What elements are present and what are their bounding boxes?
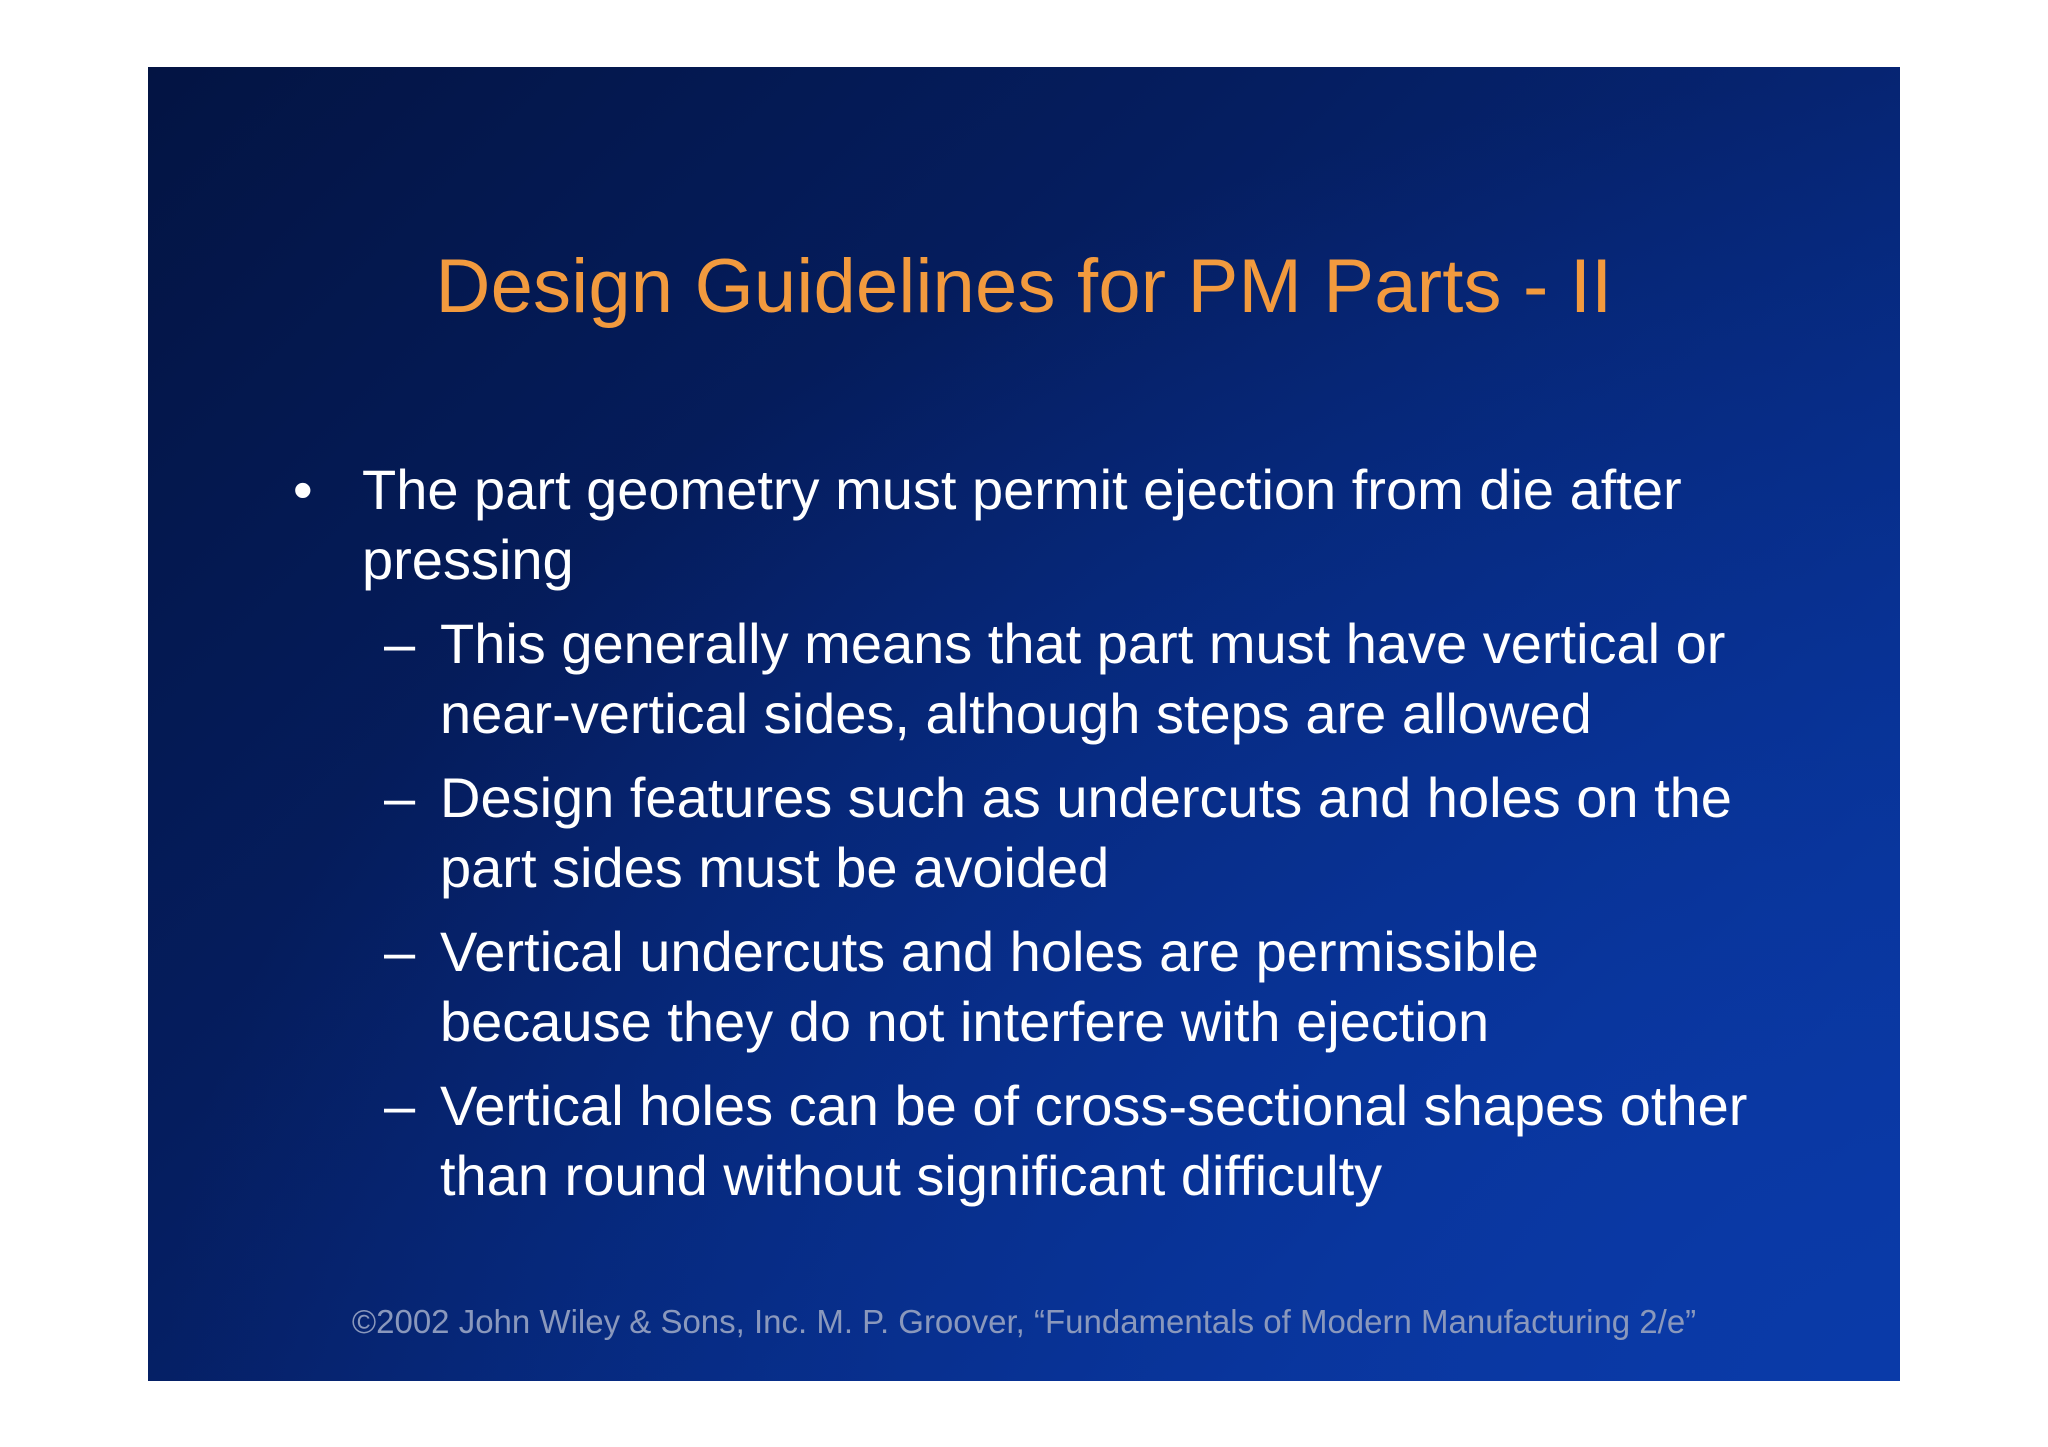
sub-bullet-text: Design features such as undercuts and holes on the part sides must be avoided	[440, 766, 1732, 899]
sub-bullet-marker: –	[384, 1074, 416, 1137]
slide	[148, 67, 1900, 1381]
bullet-list	[148, 455, 1900, 1225]
sub-bullet-text: This generally means that part must have vertical or near-vertical sides, although steps are allowed	[440, 612, 1726, 745]
sub-bullet-item	[148, 763, 1900, 903]
sub-bullet-text: Vertical undercuts and holes are permissible because they do not interfere with ejection	[440, 920, 1539, 1053]
sub-bullet-marker: –	[384, 766, 416, 829]
bullet-text: The part geometry must permit ejection from die after pressing	[362, 458, 1682, 591]
bullet-marker: •	[293, 458, 313, 521]
sub-bullet-text: Vertical holes can be of cross-sectional shapes other than round without significant difficulty	[440, 1074, 1748, 1207]
sub-bullet-item	[148, 1071, 1900, 1211]
sub-bullet-item	[148, 609, 1900, 749]
slide-title: Design Guidelines for PM Parts - II	[435, 244, 1613, 329]
bullet-item	[148, 455, 1900, 595]
sub-bullet-marker: –	[384, 612, 416, 675]
sub-bullet-marker: –	[384, 920, 416, 983]
slide-footer: ©2002 John Wiley & Sons, Inc. M. P. Groover, “Fundamentals of Modern Manufacturing 2/e”	[351, 1303, 1697, 1340]
sub-bullet-item	[148, 917, 1900, 1057]
